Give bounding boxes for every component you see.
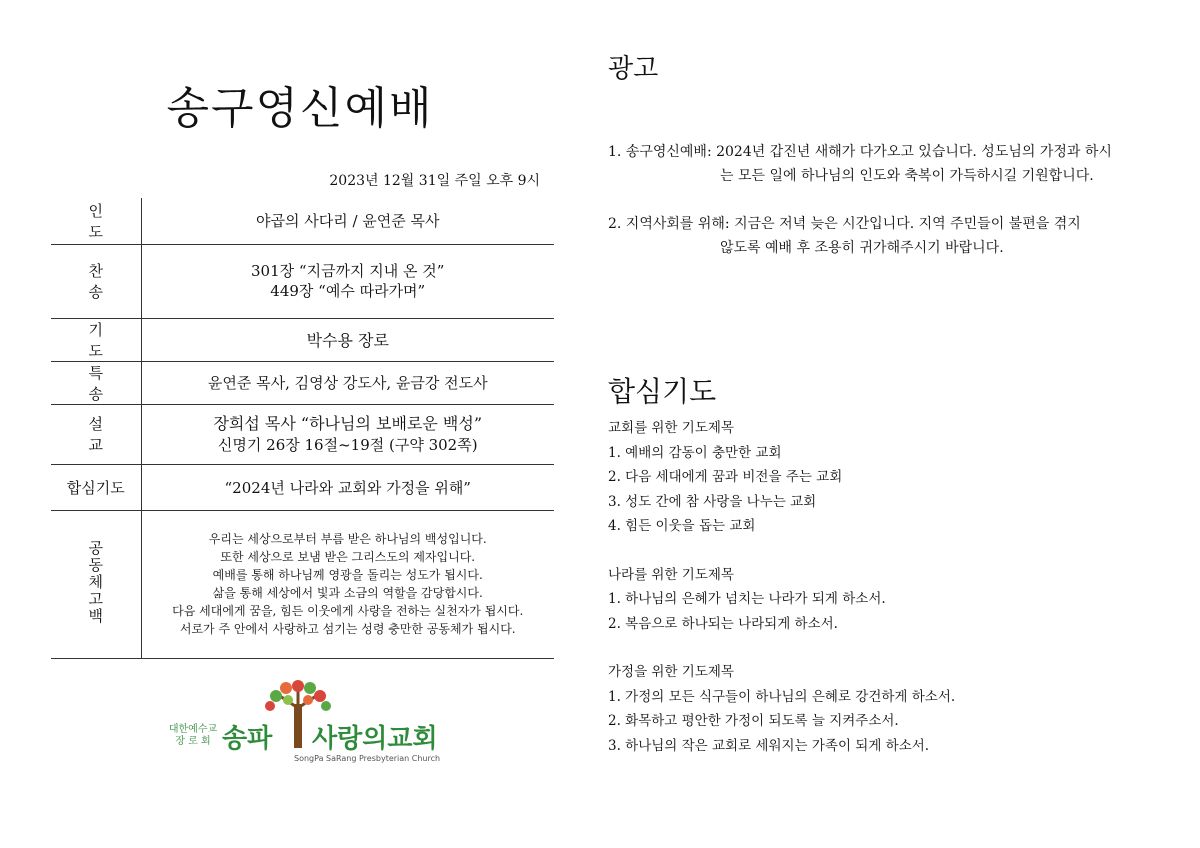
church-name-english: SongPa SaRang Presbyterian Church — [294, 754, 441, 763]
order-value — [141, 404, 554, 464]
order-label: 특송 — [51, 361, 141, 404]
order-label: 찬송 — [51, 244, 141, 318]
creed-line: 또한 세상으로 보냄 받은 그리스도의 제자입니다. — [220, 550, 476, 564]
prayer-item: 1. 예배의 감동이 충만한 교회 — [608, 444, 782, 461]
order-label — [51, 510, 141, 658]
announcement-item — [608, 212, 1081, 260]
prayer-section-title: 나라를 위한 기도제목 — [608, 566, 734, 583]
prayer-item: 2. 다음 세대에게 꿈과 비전을 주는 교회 — [608, 469, 843, 485]
denomination-label: 대한예수교 장 로 회 — [168, 724, 218, 747]
prayer-item: 2. 화목하고 평안한 가정이 되도록 늘 지켜주소서. — [608, 713, 899, 729]
order-label: 합심기도 — [51, 464, 141, 510]
announcement-line: 않도록 예배 후 조용히 귀가해주시기 바랍니다. — [720, 240, 1004, 256]
order-row-invocation — [51, 198, 554, 244]
church-name-right: 사랑의교회 — [312, 724, 438, 754]
order-row-hymn — [51, 244, 554, 318]
prayer-item: 1. 가정의 모든 식구들이 하나님의 은혜로 강건하게 하소서. — [608, 688, 956, 705]
creed-line: 우리는 세상으로부터 부름 받은 하나님의 백성입니다. — [208, 532, 487, 546]
hymn-line-2: 449장 “예수 따라가며” — [270, 282, 426, 300]
creed-text — [141, 510, 554, 658]
unison-prayer-heading: 합심기도 — [608, 375, 717, 408]
order-value: 윤연준 목사, 김영상 강도사, 윤금강 전도사 — [141, 361, 554, 404]
announcement-line: 는 모든 일에 하나님의 인도와 축복이 가득하시길 기원합니다. — [720, 168, 1094, 184]
order-label: 인도 — [51, 198, 141, 244]
prayer-item: 2. 복음으로 하나되는 나라되게 하소서. — [608, 615, 838, 632]
creed-line: 서로가 주 안에서 사랑하고 섬기는 성령 충만한 공동체가 됩시다. — [179, 622, 516, 636]
announcement-line: 1. 송구영신예배: 2024년 갑진년 새해가 다가오고 있습니다. 성도님의 가정과 하시 — [608, 144, 1112, 160]
prayer-item: 1. 하나님의 은혜가 넘치는 나라가 되게 하소서. — [608, 591, 886, 607]
hymn-line-1: 301장 “지금까지 지내 온 것” — [251, 262, 445, 280]
order-row-prayer — [51, 318, 554, 361]
prayer-topics — [608, 416, 955, 758]
sermon-line-1: 장희섭 목사 “하나님의 보배로운 백성” — [213, 414, 483, 433]
order-row-unison — [51, 464, 554, 510]
creed-line: 삶을 통해 세상에서 빛과 소금의 역할을 감당합시다. — [212, 586, 483, 600]
prayer-item: 3. 성도 간에 참 사랑을 나누는 교회 — [608, 493, 817, 510]
order-of-worship — [51, 198, 554, 659]
creed-line: 예배를 통해 하나님께 영광을 돌리는 성도가 됩시다. — [212, 568, 483, 582]
order-label: 설교 — [51, 404, 141, 464]
prayer-item: 3. 하나님의 작은 교회로 세워지는 가족이 되게 하소서. — [608, 737, 930, 754]
order-value: “2024년 나라와 교회와 가정을 위해” — [141, 464, 554, 510]
order-row-special — [51, 361, 554, 404]
prayer-section-title: 교회를 위한 기도제목 — [608, 420, 734, 436]
order-value: 야곱의 사다리 / 윤연준 목사 — [141, 198, 554, 244]
church-logo — [162, 678, 444, 770]
order-value — [141, 244, 554, 318]
prayer-section-title: 가정을 위한 기도제목 — [608, 664, 734, 680]
order-row-sermon — [51, 404, 554, 464]
order-value: 박수용 장로 — [141, 318, 554, 361]
creed-line: 다음 세대에게 꿈을, 힘든 이웃에게 사랑을 전하는 실천자가 됩시다. — [172, 604, 524, 618]
creed-label: 공동체고백 — [86, 539, 105, 625]
order-row-creed — [51, 510, 554, 658]
announcement-line: 2. 지역사회를 위해: 지금은 저녁 늦은 시간입니다. 지역 주민들이 불편을 겪지 — [608, 216, 1081, 232]
order-label: 기도 — [51, 318, 141, 361]
church-name-left: 송파 — [222, 724, 273, 754]
announcements-heading: 광고 — [608, 54, 659, 84]
prayer-item: 4. 힘든 이웃을 돕는 교회 — [608, 518, 756, 534]
service-title: 송구영신예배 — [166, 83, 434, 134]
service-date: 2023년 12월 31일 주일 오후 9시 — [329, 173, 540, 189]
announcement-item — [608, 140, 1112, 188]
sermon-line-2: 신명기 26장 16절~19절 (구약 302쪽) — [217, 436, 478, 454]
